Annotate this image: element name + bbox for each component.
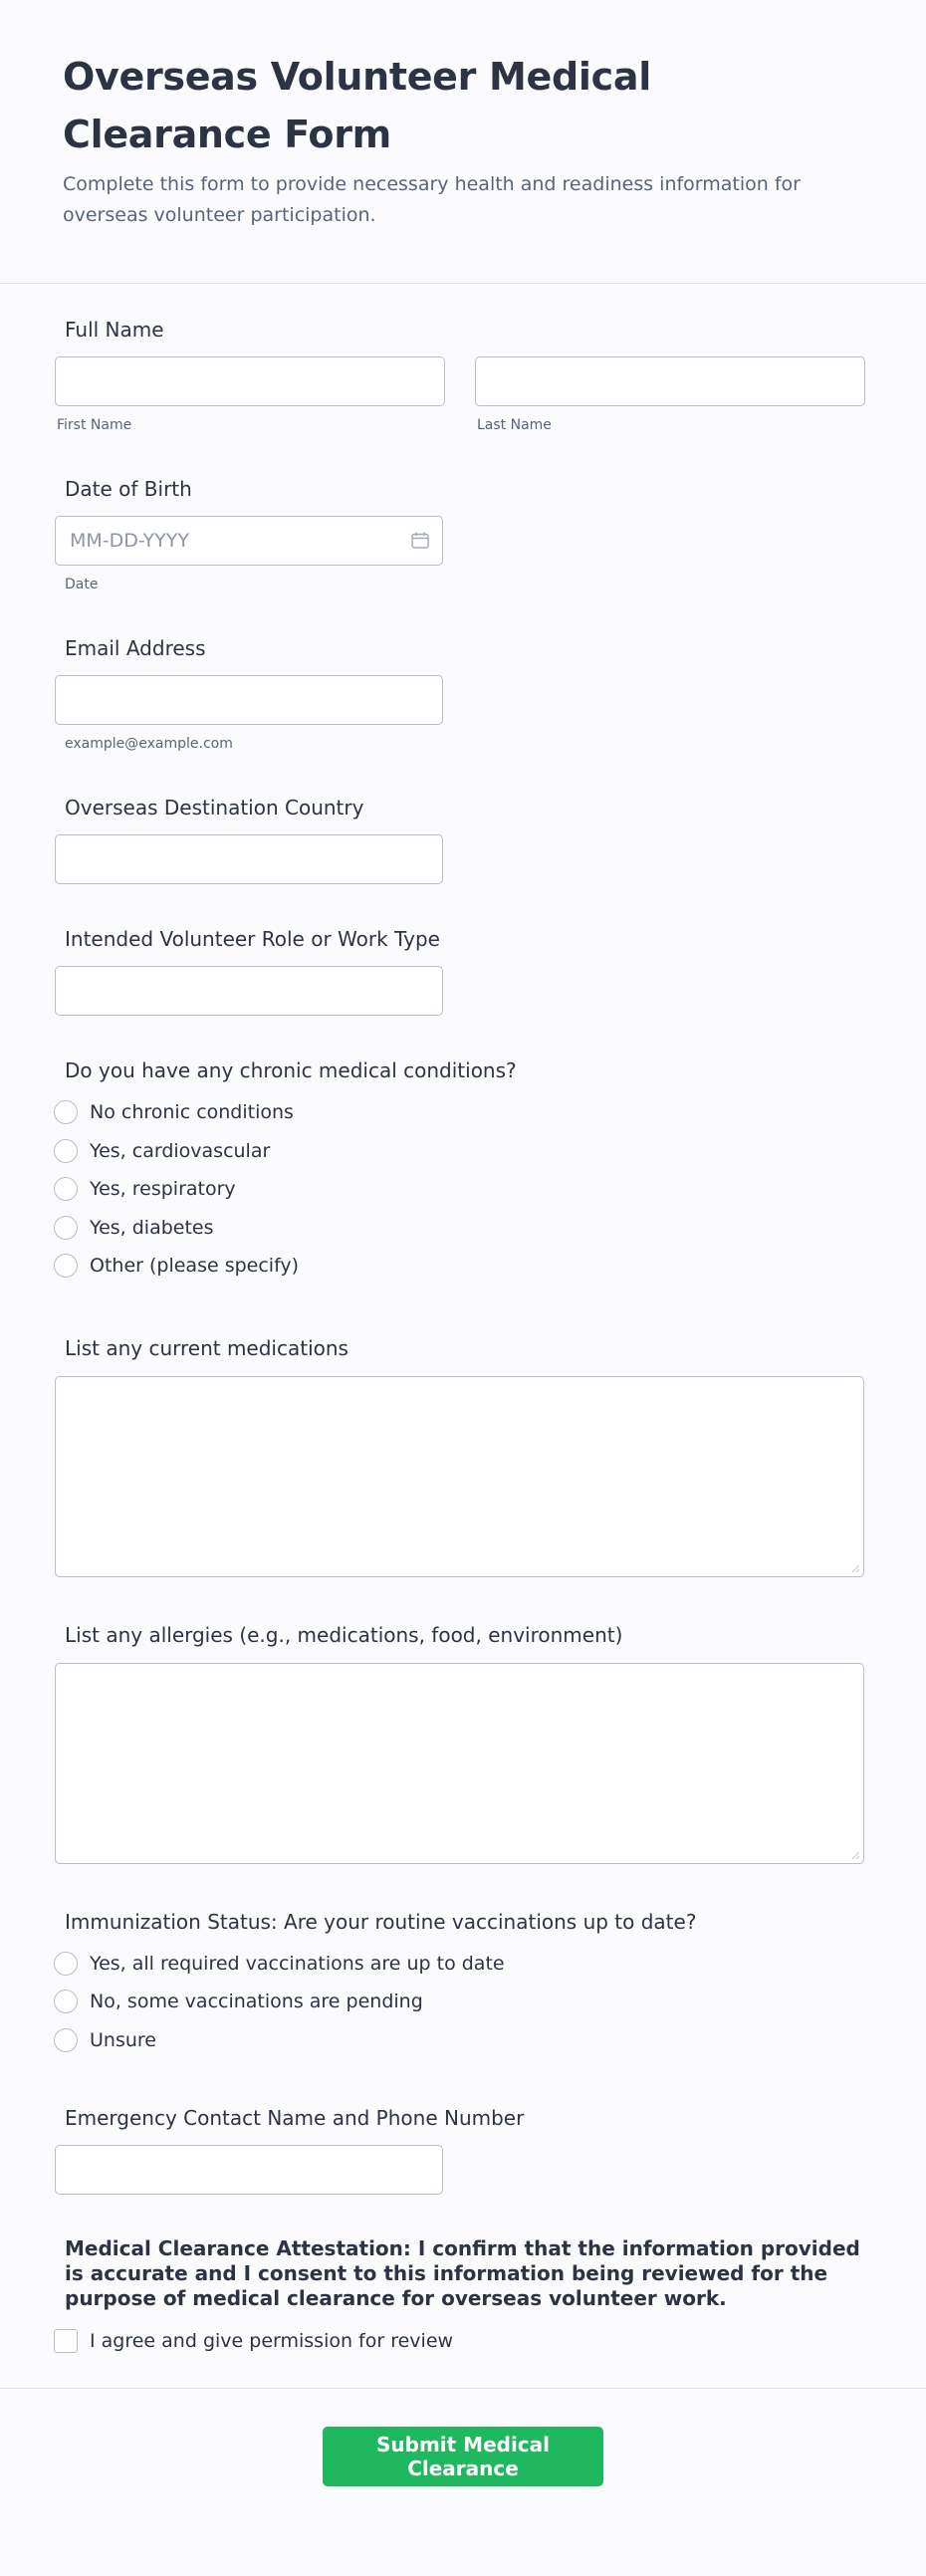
radio-option[interactable]	[55, 1170, 871, 1209]
role-field	[55, 926, 871, 952]
last-name-sublabel: Last Name	[477, 417, 552, 433]
role-input[interactable]	[55, 966, 443, 1016]
email-label: Email Address	[65, 636, 206, 660]
radio-button[interactable]	[54, 1139, 78, 1163]
consent-checkbox[interactable]	[54, 2329, 78, 2353]
radio-option[interactable]	[55, 1983, 871, 2021]
allergies-field	[55, 1622, 871, 1648]
radio-label: Yes, diabetes	[90, 1216, 214, 1239]
role-label: Intended Volunteer Role or Work Type	[65, 927, 440, 951]
medications-label: List any current medications	[65, 1335, 348, 1360]
attestation-field	[55, 2236, 871, 2311]
emergency-field	[55, 2105, 871, 2131]
consent-label: I agree and give permission for review	[90, 2330, 454, 2352]
emergency-contact-input[interactable]	[55, 2145, 443, 2195]
form-body	[0, 317, 926, 2353]
medications-textarea[interactable]	[55, 1376, 864, 1577]
submit-button[interactable]: Submit Medical Clearance	[323, 2427, 603, 2486]
first-name-sublabel: First Name	[57, 417, 132, 433]
radio-label: Unsure	[90, 2028, 156, 2051]
last-name-input[interactable]	[475, 356, 865, 406]
radio-button[interactable]	[54, 1100, 78, 1124]
radio-label: No chronic conditions	[90, 1101, 294, 1124]
radio-label: Yes, all required vaccinations are up to date	[90, 1952, 505, 1975]
consent-option[interactable]	[55, 2329, 871, 2353]
form-header	[0, 0, 926, 284]
radio-option[interactable]	[55, 1093, 871, 1132]
chronic-radio-group	[55, 1093, 871, 1286]
attestation-label: Medical Clearance Attestation: I confirm that the information provided is accurate and I consent to this information being reviewed for the purpose of medical clearance for overseas volunteer work.	[65, 2236, 860, 2310]
radio-option[interactable]	[55, 1132, 871, 1171]
country-input[interactable]	[55, 834, 443, 884]
dob-sublabel: Date	[65, 577, 99, 592]
medications-field	[55, 1335, 871, 1361]
chronic-field	[55, 1057, 871, 1083]
radio-label: Other (please specify)	[90, 1255, 300, 1278]
immunization-radio-group	[55, 1945, 871, 2060]
country-field	[55, 795, 871, 820]
email-input[interactable]	[55, 675, 443, 725]
country-label: Overseas Destination Country	[65, 796, 364, 820]
radio-button[interactable]	[54, 1952, 78, 1976]
dob-input-wrap	[55, 516, 443, 566]
dob-field	[55, 476, 871, 502]
dob-input[interactable]	[55, 516, 443, 566]
full-name-field	[55, 317, 871, 343]
full-name-label: Full Name	[65, 318, 164, 342]
page-title: Overseas Volunteer Medical Clearance Form	[63, 55, 651, 156]
calendar-icon[interactable]	[411, 532, 429, 549]
radio-label: Yes, cardiovascular	[90, 1139, 271, 1162]
email-field	[55, 635, 871, 661]
radio-button[interactable]	[54, 2028, 78, 2052]
radio-button[interactable]	[54, 1216, 78, 1240]
resize-grip-icon[interactable]	[850, 1850, 860, 1860]
emergency-label: Emergency Contact Name and Phone Number	[65, 2106, 525, 2130]
immunization-label: Immunization Status: Are your routine vaccinations up to date?	[65, 1909, 697, 1934]
radio-option[interactable]	[55, 1945, 871, 1984]
page-subtitle: Complete this form to provide necessary health and readiness information for overseas volunteer participation.	[63, 173, 801, 226]
resize-grip-icon[interactable]	[850, 1563, 860, 1573]
radio-button[interactable]	[54, 1177, 78, 1201]
dob-label: Date of Birth	[65, 477, 192, 501]
email-sublabel: example@example.com	[65, 736, 233, 752]
radio-option[interactable]	[55, 1247, 871, 1286]
chronic-label: Do you have any chronic medical conditions?	[65, 1058, 517, 1082]
immunization-field	[55, 1909, 871, 1935]
radio-label: Yes, respiratory	[90, 1178, 236, 1201]
full-name-row	[55, 343, 871, 434]
form-footer	[0, 2388, 926, 2486]
first-name-input[interactable]	[55, 356, 445, 406]
allergies-textarea[interactable]	[55, 1663, 864, 1864]
radio-button[interactable]	[54, 1990, 78, 2013]
radio-option[interactable]	[55, 1209, 871, 1248]
allergies-label: List any allergies (e.g., medications, food, environment)	[65, 1622, 623, 1647]
radio-button[interactable]	[54, 1254, 78, 1278]
radio-label: No, some vaccinations are pending	[90, 1991, 423, 2013]
radio-option[interactable]	[55, 2021, 871, 2060]
